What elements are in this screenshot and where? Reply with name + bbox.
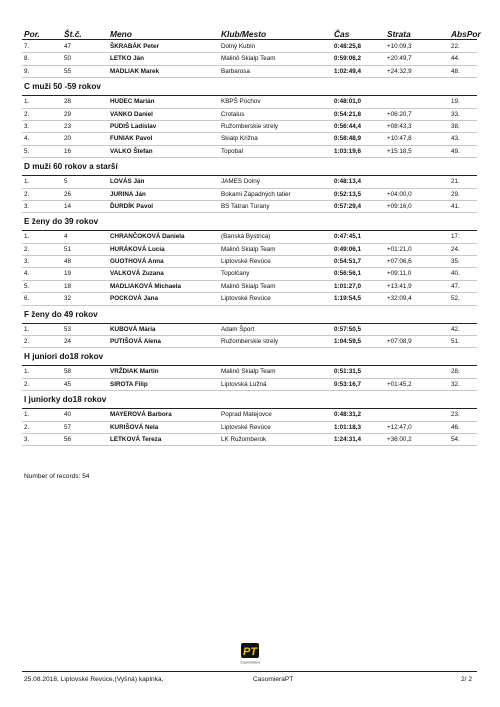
table-row: [0, 53, 500, 65]
cell-abs: 29.: [451, 190, 460, 198]
casomiera-logo: [232, 643, 268, 665]
cell-strata: +07:08,9: [387, 338, 412, 346]
header-divider: [22, 39, 477, 40]
table-row: [0, 293, 500, 305]
cell-klub: LK Ružomberok: [221, 435, 267, 443]
cell-strata: +15:18,5: [387, 147, 412, 155]
cell-klub: Topobal: [221, 147, 244, 155]
cell-strata: +32:09,4: [387, 295, 412, 303]
cell-cas: 0:48:01,0: [334, 98, 361, 106]
cell-klub: Liptovské Revúce: [221, 258, 271, 266]
cell-por: 8.: [24, 55, 30, 63]
cell-klub: Malinô Skialp Team: [221, 368, 276, 376]
cell-strata: +09:16,0: [387, 202, 412, 210]
footer-divider: [22, 671, 477, 672]
cell-meno: MAYEROVÁ Barbora: [110, 411, 172, 419]
cell-abs: 54.: [451, 435, 460, 443]
cell-klub: Adam Šport: [221, 325, 255, 333]
header-stc: Št.č.: [64, 29, 82, 39]
cell-abs: 49.: [451, 147, 460, 155]
cell-abs: 43.: [451, 135, 460, 143]
header-klub: Klub/Mesto: [221, 29, 267, 39]
cell-por: 2.: [24, 110, 30, 118]
cell-stc: 16: [64, 147, 72, 155]
cell-stc: 58: [64, 368, 72, 376]
cell-meno: HUDEC Marián: [110, 98, 155, 106]
cell-stc: 18: [64, 282, 72, 290]
cell-meno: SIROTA Filip: [110, 380, 148, 388]
cell-abs: 23.: [451, 411, 460, 419]
cell-cas: 0:47:45,1: [334, 233, 361, 241]
table-row: [0, 244, 500, 256]
cell-por: 2.: [24, 380, 30, 388]
cell-klub: Barbarosa: [221, 67, 251, 75]
footer-timing: CasomieraPT: [253, 676, 294, 683]
cell-por: 3.: [24, 122, 30, 130]
cell-abs: 47.: [451, 282, 460, 290]
cell-por: 1.: [24, 233, 30, 241]
cell-meno: ŠKRABÁK Peter: [110, 43, 159, 50]
row-divider: [22, 77, 477, 78]
table-row: [0, 201, 500, 213]
cell-por: 7.: [24, 43, 30, 50]
cell-meno: GUOTHOVÁ Anna: [110, 258, 164, 266]
cell-klub: Liptovské Revúce: [221, 295, 271, 303]
cell-klub: Ružomberskie strely: [221, 122, 279, 130]
logo-mark: PT: [242, 646, 258, 658]
table-row: [0, 189, 500, 201]
cell-klub: JAMES Dolný: [221, 178, 260, 186]
row-divider: [22, 157, 477, 158]
cell-cas: 0:57:29,4: [334, 202, 361, 210]
table-row: [0, 336, 500, 348]
table-row: [0, 422, 500, 434]
cell-cas: 0:53:16,7: [334, 380, 361, 388]
cell-por: 6.: [24, 295, 30, 303]
cell-por: 3.: [24, 202, 30, 210]
cell-cas: 0:48:31,2: [334, 411, 361, 419]
cell-cas: 0:58:48,9: [334, 135, 361, 143]
group-title-text: F ženy do 49 rokov: [24, 309, 98, 319]
cell-klub: Topolčany: [221, 270, 250, 278]
cell-cas: 1:01:27,0: [334, 282, 361, 290]
cell-abs: 33.: [451, 110, 460, 118]
cell-strata: +24:32,9: [387, 67, 412, 75]
cell-meno: MADLIAK Marek: [110, 67, 159, 75]
cell-strata: +09:11,0: [387, 270, 412, 278]
cell-abs: 46.: [451, 423, 460, 431]
cell-abs: 48.: [451, 67, 460, 75]
header-abspor: AbsPor: [451, 29, 481, 39]
cell-meno: LETKO Ján: [110, 55, 144, 63]
cell-abs: 17.: [451, 233, 460, 241]
table-row: [0, 324, 500, 336]
cell-stc: 20: [64, 135, 72, 143]
cell-strata: +06:20,7: [387, 110, 412, 118]
cell-abs: 22.: [451, 43, 460, 50]
row-divider: [22, 347, 477, 348]
table-row: [0, 66, 500, 78]
cell-por: 2.: [24, 423, 30, 431]
cell-meno: PUDIŠ Ladislav: [110, 122, 157, 130]
cell-abs: 52.: [451, 295, 460, 303]
cell-klub: Bokami Západných tatier: [221, 190, 291, 198]
cell-stc: 26: [64, 190, 72, 198]
cell-cas: 0:51:31,5: [334, 368, 361, 376]
cell-por: 1.: [24, 98, 30, 106]
cell-por: 4.: [24, 270, 30, 278]
table-row: [0, 256, 500, 268]
header-strata: Strata: [387, 29, 411, 39]
cell-stc: 4: [64, 233, 68, 241]
cell-meno: ĎURDÍK Pavol: [110, 202, 154, 210]
group-title-text: I juniorky do18 rokov: [24, 395, 107, 405]
cell-por: 1.: [24, 411, 30, 419]
cell-meno: MADLIAKOVÁ Michaela: [110, 282, 182, 290]
header-meno: Meno: [110, 29, 132, 39]
cell-cas: 1:19:54,5: [334, 295, 361, 303]
row-divider: [22, 305, 477, 306]
group-title: [0, 393, 500, 409]
cell-cas: 0:56:56,1: [334, 270, 361, 278]
cell-abs: 41.: [451, 202, 460, 210]
cell-meno: VRŽDIAK Martin: [110, 368, 159, 376]
cell-strata: +20:49,7: [387, 55, 412, 63]
cell-meno: KUBOVÁ Mária: [110, 325, 156, 333]
cell-stc: 51: [64, 245, 72, 253]
cell-cas: 1:24:31,4: [334, 435, 361, 443]
row-divider: [22, 212, 477, 213]
cell-meno: LETKOVÁ Tereza: [110, 435, 162, 443]
cell-stc: 19: [64, 270, 72, 278]
cell-abs: 38.: [451, 122, 460, 130]
cell-stc: 57: [64, 423, 72, 431]
cell-stc: 23: [64, 122, 72, 130]
cell-klub: Malinô Skialp Team: [221, 245, 276, 253]
cell-cas: 0:48:13,4: [334, 178, 361, 186]
cell-cas: 1:03:19,6: [334, 147, 361, 155]
cell-stc: 32: [64, 295, 72, 303]
cell-stc: 5: [64, 178, 68, 186]
cell-por: 2.: [24, 338, 30, 346]
table-row: [0, 146, 500, 158]
cell-por: 2.: [24, 245, 30, 253]
cell-abs: 32.: [451, 380, 460, 388]
cell-klub: BS Tatran Turany: [221, 202, 270, 210]
group-title: [0, 160, 500, 176]
cell-abs: 21.: [451, 178, 460, 186]
cell-stc: 45: [64, 380, 72, 388]
cell-klub: Malinô Skialp Team: [221, 55, 276, 63]
header-por: Por.: [24, 29, 40, 39]
cell-stc: 53: [64, 325, 72, 333]
cell-strata: +10:09,3: [387, 43, 412, 50]
cell-meno: CHRANČOKOVÁ Daniela: [110, 233, 185, 241]
cell-meno: KURIŠOVÁ Nela: [110, 423, 159, 431]
cell-stc: 40: [64, 411, 72, 419]
cell-strata: +01:45,2: [387, 380, 412, 388]
table-row: [0, 133, 500, 145]
cell-abs: 28.: [451, 368, 460, 376]
cell-meno: VANKO Daniel: [110, 110, 153, 118]
cell-abs: 24.: [451, 245, 460, 253]
cell-strata: +13:41,9: [387, 282, 412, 290]
cell-strata: +10:47,8: [387, 135, 412, 143]
cell-stc: 28: [64, 98, 72, 106]
cell-cas: 0:59:06,2: [334, 55, 361, 63]
cell-klub: Malinô Skialp Team: [221, 282, 276, 290]
cell-cas: 0:54:21,8: [334, 110, 361, 118]
cell-por: 4.: [24, 135, 30, 143]
cell-por: 9.: [24, 67, 30, 75]
cell-abs: 44.: [451, 55, 460, 63]
cell-abs: 40.: [451, 270, 460, 278]
cell-cas: 0:48:25,8: [334, 43, 361, 50]
table-row: [0, 379, 500, 391]
cell-stc: 56: [64, 435, 72, 443]
table-row: [0, 176, 500, 188]
cell-cas: 0:49:06,1: [334, 245, 361, 253]
cell-cas: 0:52:13,5: [334, 190, 361, 198]
cell-cas: 0:57:50,5: [334, 325, 361, 333]
cell-meno: PUTIŠOVÁ Alena: [110, 338, 161, 346]
cell-abs: 42.: [451, 325, 460, 333]
logo-caption: Casomiera: [240, 659, 260, 665]
cell-strata: +12:47,0: [387, 423, 412, 431]
group-title-text: D muži 60 rokov a starší: [24, 162, 118, 172]
table-row: [0, 281, 500, 293]
table-row: [0, 96, 500, 108]
cell-por: 3.: [24, 258, 30, 266]
cell-klub: Crotalus: [221, 110, 245, 118]
group-title: [0, 215, 500, 231]
table-header: [0, 26, 500, 40]
cell-meno: JURINA Ján: [110, 190, 146, 198]
group-title-text: C muži 50 -59 rokov: [24, 82, 101, 92]
cell-stc: 14: [64, 202, 72, 210]
cell-por: 5.: [24, 282, 30, 290]
cell-stc: 47: [64, 43, 72, 50]
cell-por: 3.: [24, 435, 30, 443]
cell-cas: 0:56:44,4: [334, 122, 361, 130]
table-row: [0, 366, 500, 378]
cell-meno: HURÁKOVÁ Lucia: [110, 245, 165, 253]
cell-klub: Liptovské Revúce: [221, 423, 271, 431]
cell-por: 1.: [24, 368, 30, 376]
cell-strata: +08:43,3: [387, 122, 412, 130]
cell-por: 5.: [24, 147, 30, 155]
cell-por: 1.: [24, 178, 30, 186]
group-title-text: H juniori do18 rokov: [24, 352, 104, 362]
table-row: [0, 268, 500, 280]
header-cas: Čas: [334, 29, 350, 39]
group-title: [0, 80, 500, 96]
footer-page-number: 2/ 2: [461, 676, 472, 683]
cell-strata: +01:21,0: [387, 245, 412, 253]
results-table: [0, 41, 500, 446]
cell-klub: (Banská Bystrica): [221, 233, 271, 241]
footer-event: 25.08.2018, Liptovské Revúce,(Vyšná) kaplnka,: [24, 676, 164, 683]
cell-strata: +07:06,6: [387, 258, 412, 266]
cell-klub: Poprad Matejovce: [221, 411, 272, 419]
row-divider: [22, 390, 477, 391]
cell-stc: 29: [64, 110, 72, 118]
table-row: [0, 409, 500, 421]
group-title: [0, 308, 500, 324]
cell-meno: POCKOVÁ Jana: [110, 295, 158, 303]
cell-cas: 1:02:49,4: [334, 67, 361, 75]
cell-strata: +04:00,0: [387, 190, 412, 198]
cell-klub: Skialp Križna: [221, 135, 258, 143]
table-row: [0, 121, 500, 133]
group-title-text: E ženy do 39 rokov: [24, 217, 99, 227]
cell-meno: VALKO Štefan: [110, 147, 153, 155]
cell-cas: 1:04:59,5: [334, 338, 361, 346]
cell-stc: 55: [64, 67, 72, 75]
row-divider: [22, 445, 477, 446]
cell-cas: 1:01:18,3: [334, 423, 361, 431]
cell-klub: Ružomberskie strely: [221, 338, 279, 346]
cell-cas: 0:54:51,7: [334, 258, 361, 266]
cell-strata: +36:00,2: [387, 435, 412, 443]
table-row: [0, 41, 500, 53]
cell-abs: 51.: [451, 338, 460, 346]
group-title: [0, 350, 500, 366]
cell-meno: FUNIAK Pavol: [110, 135, 153, 143]
table-row: [0, 231, 500, 243]
cell-por: 1.: [24, 325, 30, 333]
table-row: [0, 109, 500, 121]
cell-klub: Liptovská Lužná: [221, 380, 267, 388]
cell-meno: LOVÁS Ján: [110, 178, 145, 186]
table-row: [0, 434, 500, 446]
cell-meno: VALKOVÁ Zuzana: [110, 270, 164, 278]
records-count: Number of records: 54: [24, 473, 90, 480]
cell-por: 2.: [24, 190, 30, 198]
cell-stc: 50: [64, 55, 72, 63]
cell-stc: 24: [64, 338, 72, 346]
cell-abs: 19.: [451, 98, 460, 106]
cell-stc: 48: [64, 258, 72, 266]
cell-klub: KBPŠ Púchov: [221, 98, 261, 106]
cell-abs: 35.: [451, 258, 460, 266]
cell-klub: Dolný Kubín: [221, 43, 256, 50]
